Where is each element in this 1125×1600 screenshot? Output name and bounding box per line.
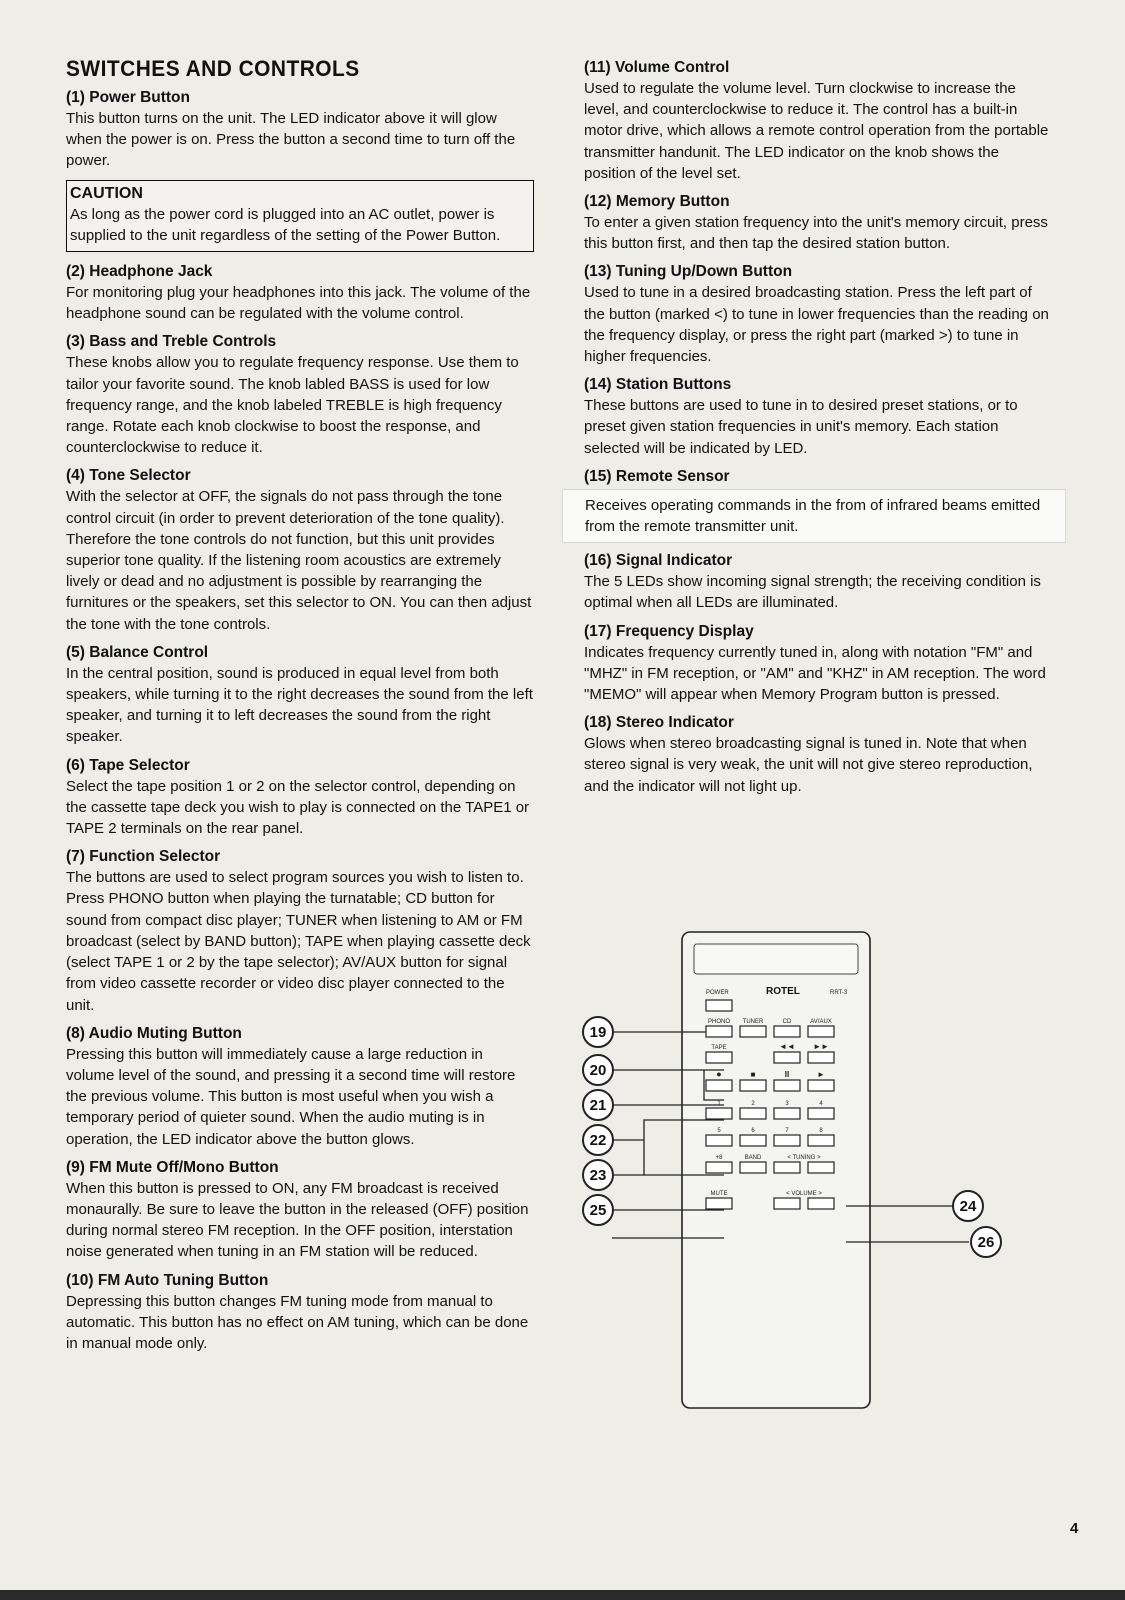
- section-heading: (11) Volume Control: [584, 59, 730, 76]
- label-band: BAND: [744, 1155, 762, 1161]
- section-power-button: [66, 88, 534, 172]
- callout-23: 23: [589, 1167, 607, 1184]
- label-plus8: +8: [715, 1155, 723, 1161]
- label-ff: ►►: [813, 1042, 829, 1051]
- section-station-buttons: [584, 375, 1052, 459]
- label-tuner: TUNER: [742, 1019, 764, 1025]
- label-6: 6: [751, 1128, 755, 1134]
- volume-down-button[interactable]: [774, 1198, 800, 1209]
- section-body: The buttons are used to select program sources you wish to listen to. Press PHONO button when playing the turnatable; CD button for sound from compact disc player; TUNER when listening to AM or FM broadcast (select by BAND button); TAPE when playing cassette deck (select TAPE 1 or 2 by the tape selector); AV/AUX button for signal from video cassette recorder or video disc player connected to the unit.: [66, 869, 531, 1014]
- pause-button[interactable]: [774, 1080, 800, 1091]
- label-phono: PHONO: [707, 1019, 731, 1025]
- section-tone-selector: [66, 466, 534, 634]
- label-tuning: < TUNING >: [787, 1155, 821, 1161]
- section-heading: (17) Frequency Display: [584, 622, 754, 640]
- section-audio-muting: [66, 1024, 534, 1150]
- label-volume: < VOLUME >: [786, 1191, 822, 1197]
- tuning-down-button[interactable]: [774, 1162, 800, 1173]
- caution-heading: CAUTION: [70, 184, 143, 202]
- label-stop: ■: [750, 1070, 756, 1079]
- section-heading: (15) Remote Sensor: [584, 467, 730, 485]
- tuner-button[interactable]: [740, 1026, 766, 1037]
- label-power: POWER: [706, 990, 729, 996]
- record-button[interactable]: [706, 1080, 732, 1091]
- section-body: Select the tape position 1 or 2 on the selector control, depending on the cassette tape deck you wish to play is connected on the TAPE1 or TAPE 2 terminals on the rear panel.: [66, 777, 530, 838]
- remote-diagram-svg: [574, 930, 1034, 1410]
- section-volume-control: [584, 58, 1052, 184]
- label-play: ►: [817, 1070, 825, 1079]
- section-heading: (5) Balance Control: [66, 643, 209, 661]
- section-tuning-button: [584, 262, 1052, 367]
- rewind-button[interactable]: [774, 1052, 800, 1063]
- remote-brand: ROTEL: [766, 986, 800, 997]
- avaux-button[interactable]: [808, 1026, 834, 1037]
- fast-forward-button[interactable]: [808, 1052, 834, 1063]
- section-heading: (10) FM Auto Tuning Button: [66, 1271, 269, 1289]
- section-body: For monitoring plug your headphones into this jack. The volume of the headphone sound can be regulated with the volume control.: [66, 284, 531, 323]
- section-body: In the central position, sound is produced in equal level from both speakers, while turning it to the right decreases the sound from the left speaker, and turning it to left decreases the sound from the right speaker.: [66, 664, 533, 746]
- section-tape-selector: [66, 756, 534, 840]
- remote-model: RRT-3: [830, 990, 848, 996]
- section-body: These buttons are used to tune in to desired preset stations, or to preset given station frequencies in unit's memory. Each station selected will be indicated by LED.: [584, 397, 1018, 457]
- section-heading: (1) Power Button: [66, 89, 190, 106]
- section-body: This button turns on the unit. The LED indicator above it will glow when the power is on. Press the button a second time to turn off the power.: [66, 110, 516, 170]
- section-body: Used to tune in a desired broadcasting station. Press the left part of the button (marked <) to tune in lower frequencies than the reading on the frequency display, or press the right part (marked >) to tune in higher frequencies.: [584, 284, 1049, 366]
- section-headphone-jack: [66, 262, 534, 324]
- station-7-button[interactable]: [774, 1135, 800, 1146]
- section-frequency-display: [584, 622, 1052, 706]
- section-heading: (14) Station Buttons: [584, 376, 732, 394]
- label-7: 7: [785, 1128, 789, 1134]
- section-body: Used to regulate the volume level. Turn clockwise to increase the level, and counterclockwise to reduce it. The control has a built-in motor drive, which allows a remote control operation from the portable transmitter handunit. The LED indicator on the knob shows the position of the level set.: [584, 80, 1049, 182]
- section-bass-treble: [66, 332, 534, 458]
- section-stereo-indicator: [584, 713, 1052, 797]
- section-body: With the selector at OFF, the signals do not pass through the tone control circuit (in order to prevent deterioration of the tone quality). Therefore the tone controls do not function, but this unit provides superior tone quality. If the listening room acoustics are extremely lively or dead and no adjustment is possible by rearranging the furnitures or the speakers, set this selector to ON. You can then adjust the tone with the tone controls.: [66, 488, 532, 633]
- label-2: 2: [751, 1101, 755, 1107]
- callout-21: 21: [589, 1097, 607, 1114]
- cd-button[interactable]: [774, 1026, 800, 1037]
- station-3-button[interactable]: [774, 1108, 800, 1119]
- power-button[interactable]: [706, 1000, 732, 1011]
- section-heading: (3) Bass and Treble Controls: [66, 333, 277, 351]
- section-heading: (16) Signal Indicator: [584, 552, 733, 570]
- section-body: Indicates frequency currently tuned in, along with notation "FM" and "MHZ" in FM reception, or "AM" and "KHZ" in AM reception. The word "MEMO" will appear when Memory Program button is pressed.: [584, 643, 1046, 704]
- caution-body: As long as the power cord is plugged into an AC outlet, power is supplied to the unit regardless of the setting of the Power Button.: [70, 205, 501, 244]
- remote-sensor-box: [562, 489, 1066, 543]
- station-2-button[interactable]: [740, 1108, 766, 1119]
- remote-window: [694, 944, 858, 974]
- label-cd: CD: [782, 1019, 792, 1025]
- section-function-selector: [66, 847, 534, 1015]
- section-signal-indicator: [584, 551, 1052, 613]
- section-heading: (7) Function Selector: [66, 848, 221, 866]
- section-body: These knobs allow you to regulate frequency response. Use them to tailor your favorite sound. The knob labled BASS is used for low frequency range, and the knob labeled TREBLE is high frequency range. Rotate each knob clockwise to boost the response, and counterclockwise to reduce it.: [66, 354, 519, 457]
- label-pause: II: [784, 1070, 790, 1079]
- section-body: Receives operating commands in the from of infrared beams emitted from the remote transmitter unit.: [585, 496, 1041, 536]
- label-mute: MUTE: [710, 1191, 728, 1197]
- station-8-button[interactable]: [808, 1135, 834, 1146]
- callout-26: 26: [977, 1234, 995, 1251]
- callout-22: 22: [589, 1132, 607, 1149]
- band-button[interactable]: [740, 1162, 766, 1173]
- label-rewind: ◄◄: [779, 1042, 795, 1051]
- section-heading: (12) Memory Button: [584, 193, 730, 211]
- station-6-button[interactable]: [740, 1135, 766, 1146]
- play-button[interactable]: [808, 1080, 834, 1091]
- section-body: Depressing this button changes FM tuning mode from manual to automatic. This button has no effect on AM tuning, which can be done in manual mode only.: [66, 1292, 529, 1352]
- plus8-button[interactable]: [706, 1162, 732, 1173]
- label-3: 3: [785, 1101, 789, 1107]
- label-1: 1: [717, 1101, 721, 1107]
- page-title: SWITCHES AND CONTROLS: [66, 56, 360, 81]
- phono-button[interactable]: [706, 1026, 732, 1037]
- scan-edge: [0, 1590, 1125, 1600]
- callout-20: 20: [589, 1062, 607, 1079]
- callout-24: 24: [959, 1198, 977, 1215]
- section-body: When this button is pressed to ON, any FM broadcast is received monaurally. Be sure to leave the button in the released (OFF) position during normal stereo FM reception. In the OFF position, interstation noise generated when tuning in an FM station will be reduced.: [66, 1179, 529, 1261]
- section-remote-sensor: [584, 467, 1052, 543]
- label-8: 8: [819, 1128, 823, 1134]
- label-4: 4: [819, 1101, 823, 1107]
- section-body: Pressing this button will immediately cause a large reduction in volume level of the sound, and pressing it a second time will restore the previous volume. This button is most useful when you wish a temporary period of quieter sound. When the audio muting is in operation, the LED indicator above the button glows.: [66, 1045, 516, 1148]
- label-avaux: AV/AUX: [810, 1019, 832, 1025]
- section-balance-control: [66, 643, 534, 748]
- section-heading: (2) Headphone Jack: [66, 263, 213, 281]
- section-heading: (6) Tape Selector: [66, 756, 190, 774]
- section-heading: (13) Tuning Up/Down Button: [584, 263, 793, 281]
- left-column: [66, 56, 534, 1362]
- section-heading: (4) Tone Selector: [66, 467, 191, 485]
- station-5-button[interactable]: [706, 1135, 732, 1146]
- label-tape: TAPE: [711, 1045, 727, 1051]
- caution-box: [66, 180, 534, 252]
- section-memory-button: [584, 192, 1052, 254]
- section-fm-auto-tuning: [66, 1271, 534, 1355]
- label-5: 5: [717, 1128, 721, 1134]
- page-number: 4: [1070, 1520, 1079, 1537]
- tuning-up-button[interactable]: [808, 1162, 834, 1173]
- callout-19: 19: [589, 1024, 607, 1041]
- section-heading: (18) Stereo Indicator: [584, 714, 734, 732]
- right-column: [584, 58, 1052, 805]
- section-fm-mute: [66, 1158, 534, 1263]
- callout-25: 25: [589, 1202, 607, 1219]
- volume-up-button[interactable]: [808, 1198, 834, 1209]
- station-4-button[interactable]: [808, 1108, 834, 1119]
- stop-button[interactable]: [740, 1080, 766, 1091]
- remote-control-illustration: [574, 930, 1034, 1410]
- section-heading: (9) FM Mute Off/Mono Button: [66, 1158, 279, 1176]
- station-1-button[interactable]: [706, 1108, 732, 1119]
- section-heading: (8) Audio Muting Button: [66, 1024, 242, 1042]
- section-body: The 5 LEDs show incoming signal strength; the receiving condition is optimal when all LEDs are illuminated.: [584, 573, 1041, 612]
- section-body: To enter a given station frequency into the unit's memory circuit, press this button first, and then tap the desired station button.: [584, 214, 1048, 253]
- mute-button[interactable]: [706, 1198, 732, 1209]
- section-body: Glows when stereo broadcasting signal is tuned in. Note that when stereo signal is very weak, the unit will not give stereo reproduction, and the indicator will not light up.: [584, 735, 1033, 795]
- tape-button[interactable]: [706, 1052, 732, 1063]
- label-record: ●: [716, 1069, 722, 1079]
